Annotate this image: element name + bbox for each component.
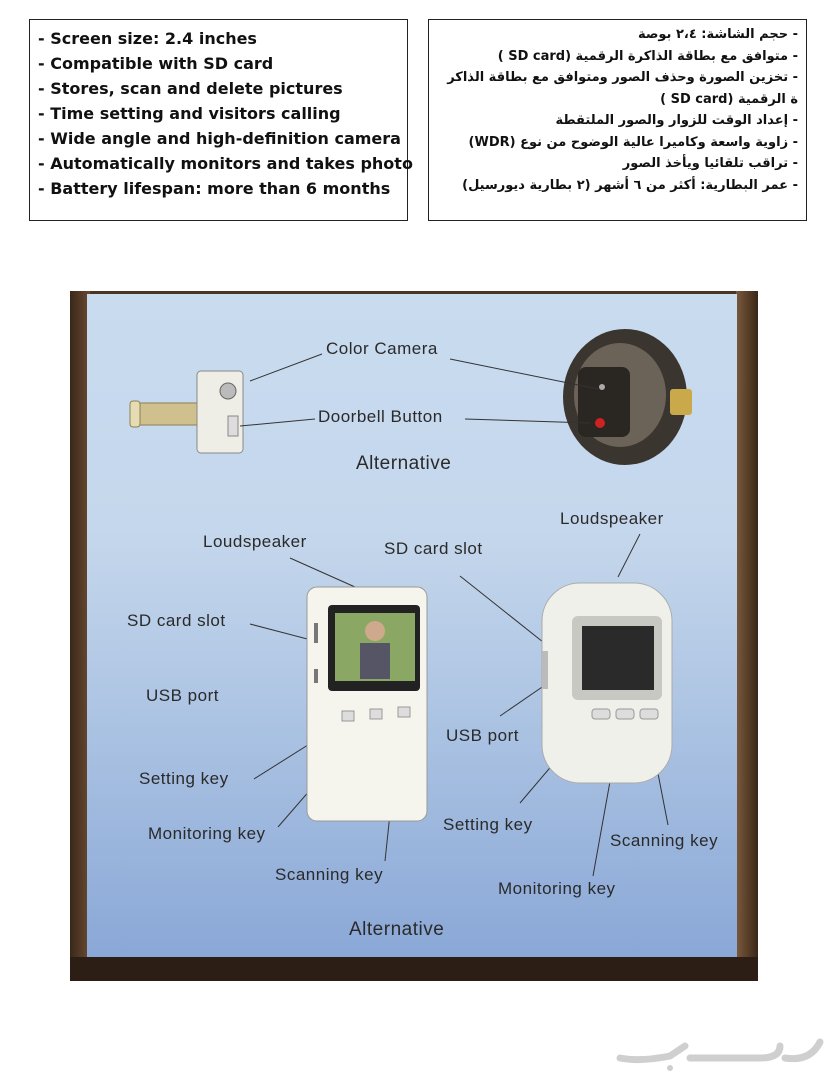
product-illustration [70,291,758,981]
spec-item-ar: - متوافق مع بطاقة الذاكرة الرقمية (SD card ) [497,48,798,64]
outdoor-camera-unit-icon [197,371,243,453]
label-color-camera: Color Camera [326,339,438,358]
label-setting-key-right: Setting key [443,815,533,834]
label-usb-port-right: USB port [446,726,519,745]
label-doorbell-button: Doorbell Button [318,407,443,426]
label-alternative-top: Alternative [356,453,452,474]
label-usb-port-left: USB port [146,686,219,705]
label-monitoring-key-left: Monitoring key [148,824,266,843]
spec-item-ar: - حجم الشاشة: ٢،٤ بوصة [637,27,798,42]
spec-item-ar: ة الرقمية (SD card ) [660,91,798,107]
haraj-logo-watermark-icon [610,1028,830,1072]
spec-item-ar: - عمر البطارية: أكثر من ٦ أشهر (٢ بطارية ديورسيل) [462,177,798,193]
spec-item: - Stores, scan and delete pictures [38,79,343,98]
specs-arabic-box [428,19,807,221]
label-sd-slot-left: SD card slot [127,611,226,630]
spec-item-ar: - إعداد الوقت للزوار والصور الملتقطة [555,113,798,128]
specs-english-list [38,26,413,201]
label-loudspeaker-left: Loudspeaker [203,532,307,551]
label-setting-key-left: Setting key [139,769,229,788]
label-scanning-key-left: Scanning key [275,865,384,884]
spec-item: - Compatible with SD card [38,54,274,73]
spec-item: - Automatically monitors and takes photo [38,154,413,173]
label-monitoring-key-right: Monitoring key [498,879,616,898]
specs-arabic-list [437,24,798,196]
peephole-lens-icon [130,401,205,427]
monitor-left-icon [307,587,427,821]
label-loudspeaker-right: Loudspeaker [560,509,664,528]
spec-item-ar: - تخزين الصورة وحذف الصور ومتوافق مع بطاقة الذاكر [447,70,798,85]
label-sd-slot-center: SD card slot [384,539,483,558]
spec-item: - Time setting and visitors calling [38,104,341,123]
spec-item-ar: - تراقب تلقائيا ويأخذ الصور [622,156,798,171]
label-alternative-bottom: Alternative [349,919,445,940]
product-box-photo [70,291,758,981]
spec-item: - Screen size: 2.4 inches [38,29,257,48]
camera-disk-icon [563,329,692,465]
label-scanning-key-right: Scanning key [610,831,719,850]
spec-item: - Wide angle and high-definition camera [38,129,401,148]
spec-item: - Battery lifespan: more than 6 months [38,179,391,198]
spec-item-ar: - زاوية واسعة وكاميرا عالية الوضوح من نوع (WDR) [468,134,798,150]
specs-english-box [29,19,413,221]
monitor-right-icon [542,583,672,783]
